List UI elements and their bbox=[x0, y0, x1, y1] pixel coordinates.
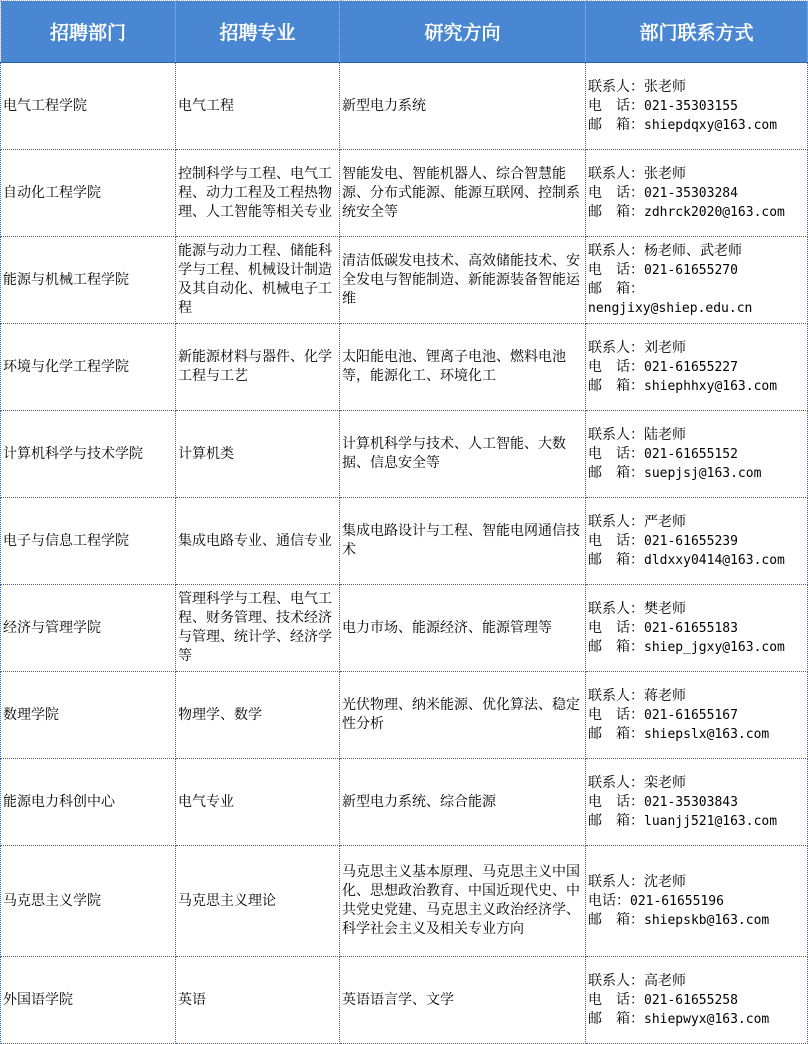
email-line bbox=[588, 377, 806, 396]
phone-number: 021-61655183 bbox=[644, 620, 738, 636]
major-cell: 马克思主义理论 bbox=[176, 846, 340, 957]
table-row bbox=[1, 411, 808, 498]
email-address: luanjj521@163.com bbox=[644, 813, 778, 829]
email-address: shiepskb@163.com bbox=[644, 912, 770, 928]
research-cell: 计算机科学与技术、人工智能、大数据、信息安全等 bbox=[340, 411, 586, 498]
table-row bbox=[1, 957, 808, 1044]
major-cell: 管理科学与工程、电气工程、财务管理、技术经济与管理、统计学、经济学等 bbox=[176, 585, 340, 672]
header-department: 招聘部门 bbox=[1, 1, 176, 63]
email-label: 邮 箱： bbox=[588, 638, 644, 655]
email-line bbox=[588, 1010, 806, 1029]
contact-cell bbox=[586, 585, 808, 672]
research-cell: 智能发电、智能机器人、综合智慧能源、分布式能源、能源互联网、控制系统安全等 bbox=[340, 150, 586, 237]
contact-person: 联系人：张老师 bbox=[588, 165, 686, 182]
phone-line bbox=[588, 619, 806, 638]
phone-number: 021-61655227 bbox=[644, 359, 738, 375]
contact-cell bbox=[586, 846, 808, 957]
table-row bbox=[1, 324, 808, 411]
email-label: 邮 箱： bbox=[588, 1010, 644, 1027]
table-row bbox=[1, 498, 808, 585]
email-line bbox=[588, 911, 806, 930]
department-cell: 外国语学院 bbox=[1, 957, 176, 1044]
department-cell: 电气工程学院 bbox=[1, 63, 176, 150]
table-row bbox=[1, 672, 808, 759]
contact-cell bbox=[586, 498, 808, 585]
department-cell: 马克思主义学院 bbox=[1, 846, 176, 957]
research-cell: 电力市场、能源经济、能源管理等 bbox=[340, 585, 586, 672]
phone-number: 021-35303843 bbox=[644, 794, 738, 810]
major-cell: 电气工程 bbox=[176, 63, 340, 150]
phone-line bbox=[588, 445, 806, 464]
research-cell: 新型电力系统、综合能源 bbox=[340, 759, 586, 846]
phone-line bbox=[588, 532, 806, 551]
phone-number: 021-61655167 bbox=[644, 707, 738, 723]
contact-person: 联系人：蒋老师 bbox=[588, 687, 686, 704]
contact-cell bbox=[586, 324, 808, 411]
research-cell: 马克思主义基本原理、马克思主义中国化、思想政治教育、中国近现代史、中共党史党建、马克思主义政治经济学、科学社会主义及相关专业方向 bbox=[340, 846, 586, 957]
table-row bbox=[1, 150, 808, 237]
phone-number: 021-61655152 bbox=[644, 446, 738, 462]
phone-label: 电 话： bbox=[588, 991, 644, 1008]
phone-label: 电 话： bbox=[588, 184, 644, 201]
department-cell: 电子与信息工程学院 bbox=[1, 498, 176, 585]
contact-cell bbox=[586, 957, 808, 1044]
email-address: nengjixy@shiep.edu.cn bbox=[588, 301, 753, 316]
department-cell: 数理学院 bbox=[1, 672, 176, 759]
research-cell: 英语语言学、文学 bbox=[340, 957, 586, 1044]
department-cell: 能源电力科创中心 bbox=[1, 759, 176, 846]
email-line bbox=[588, 116, 806, 135]
email-address: suepjsj@163.com bbox=[644, 465, 762, 481]
contact-person: 联系人：樊老师 bbox=[588, 600, 686, 617]
phone-number: 021-61655258 bbox=[644, 992, 738, 1008]
phone-line bbox=[588, 991, 806, 1010]
email-address: shiepdqxy@163.com bbox=[644, 117, 778, 133]
phone-number: 021-61655270 bbox=[644, 263, 738, 278]
phone-line bbox=[588, 97, 806, 116]
email-address: shiepslx@163.com bbox=[644, 726, 770, 742]
phone-line bbox=[588, 793, 806, 812]
contact-person: 联系人：陆老师 bbox=[588, 426, 686, 443]
email-address: shiep_jgxy@163.com bbox=[644, 639, 785, 655]
research-cell: 集成电路设计与工程、智能电网通信技术 bbox=[340, 498, 586, 585]
table-row bbox=[1, 846, 808, 957]
phone-line bbox=[588, 706, 806, 725]
email-label: 邮 箱： bbox=[588, 911, 644, 928]
email-line bbox=[588, 464, 806, 483]
major-cell: 计算机类 bbox=[176, 411, 340, 498]
email-line bbox=[588, 551, 806, 570]
email-address: dldxxy0414@163.com bbox=[644, 552, 785, 568]
department-cell: 能源与机械工程学院 bbox=[1, 237, 176, 324]
phone-label: 电 话： bbox=[588, 619, 644, 636]
major-cell: 物理学、数学 bbox=[176, 672, 340, 759]
email-label: 邮 箱： bbox=[588, 281, 644, 297]
table-body bbox=[1, 63, 808, 1044]
major-cell: 集成电路专业、通信专业 bbox=[176, 498, 340, 585]
research-cell: 新型电力系统 bbox=[340, 63, 586, 150]
phone-line bbox=[588, 892, 806, 911]
email-label: 邮 箱： bbox=[588, 551, 644, 568]
table-header-row bbox=[1, 1, 808, 63]
major-cell: 英语 bbox=[176, 957, 340, 1044]
table-row bbox=[1, 759, 808, 846]
department-cell: 自动化工程学院 bbox=[1, 150, 176, 237]
department-cell: 经济与管理学院 bbox=[1, 585, 176, 672]
table-row bbox=[1, 585, 808, 672]
major-cell: 控制科学与工程、电气工程、动力工程及工程热物理、人工智能等相关专业 bbox=[176, 150, 340, 237]
phone-label: 电 话： bbox=[588, 532, 644, 549]
contact-cell bbox=[586, 237, 808, 324]
email-address: shiephhxy@163.com bbox=[644, 378, 778, 394]
phone-label: 电 话： bbox=[588, 793, 644, 810]
phone-label: 电话： bbox=[588, 892, 630, 909]
contact-cell bbox=[586, 411, 808, 498]
email-line bbox=[588, 812, 806, 831]
email-label: 邮 箱： bbox=[588, 116, 644, 133]
phone-line bbox=[588, 184, 806, 203]
phone-number: 021-35303284 bbox=[644, 185, 738, 201]
phone-line bbox=[588, 358, 806, 377]
phone-number: 021-35303155 bbox=[644, 98, 738, 114]
contact-person: 联系人：栾老师 bbox=[588, 774, 686, 791]
department-cell: 环境与化学工程学院 bbox=[1, 324, 176, 411]
email-line bbox=[588, 638, 806, 657]
phone-line bbox=[588, 261, 806, 280]
header-research: 研究方向 bbox=[340, 1, 586, 63]
email-label: 邮 箱： bbox=[588, 203, 644, 220]
department-cell: 计算机科学与技术学院 bbox=[1, 411, 176, 498]
phone-label: 电 话： bbox=[588, 706, 644, 723]
phone-label: 电 话： bbox=[588, 445, 644, 462]
email-line bbox=[588, 203, 806, 222]
contact-person: 联系人：张老师 bbox=[588, 78, 686, 95]
phone-label: 电 话： bbox=[588, 358, 644, 375]
contact-cell bbox=[586, 672, 808, 759]
research-cell: 太阳能电池、锂离子电池、燃料电池等，能源化工、环境化工 bbox=[340, 324, 586, 411]
email-address: shiepwyx@163.com bbox=[644, 1011, 770, 1027]
contact-cell bbox=[586, 759, 808, 846]
phone-label: 电 话： bbox=[588, 262, 644, 278]
phone-label: 电 话： bbox=[588, 97, 644, 114]
contact-person: 联系人：高老师 bbox=[588, 972, 686, 989]
table-row bbox=[1, 237, 808, 324]
header-contact: 部门联系方式 bbox=[586, 1, 808, 63]
email-label: 邮 箱： bbox=[588, 812, 644, 829]
phone-number: 021-61655196 bbox=[630, 893, 724, 909]
email-address: zdhrck2020@163.com bbox=[644, 204, 785, 220]
email-label: 邮 箱： bbox=[588, 725, 644, 742]
table-row bbox=[1, 63, 808, 150]
email-label: 邮 箱： bbox=[588, 464, 644, 481]
contact-person: 联系人：刘老师 bbox=[588, 339, 686, 356]
research-cell: 清洁低碳发电技术、高效储能技术、安全发电与智能制造、新能源装备智能运维 bbox=[340, 237, 586, 324]
contact-person: 联系人：沈老师 bbox=[588, 873, 686, 890]
email-line bbox=[588, 725, 806, 744]
contact-cell bbox=[586, 63, 808, 150]
major-cell: 新能源材料与器件、化学工程与工艺 bbox=[176, 324, 340, 411]
phone-number: 021-61655239 bbox=[644, 533, 738, 549]
contact-person: 联系人：严老师 bbox=[588, 513, 686, 530]
email-line bbox=[588, 280, 806, 299]
major-cell: 电气专业 bbox=[176, 759, 340, 846]
research-cell: 光伏物理、纳米能源、优化算法、稳定性分析 bbox=[340, 672, 586, 759]
contact-cell bbox=[586, 150, 808, 237]
email-label: 邮 箱： bbox=[588, 377, 644, 394]
major-cell: 能源与动力工程、储能科学与工程、机械设计制造及其自动化、机械电子工程 bbox=[176, 237, 340, 324]
header-major: 招聘专业 bbox=[176, 1, 340, 63]
contact-person: 联系人：杨老师、武老师 bbox=[588, 243, 742, 259]
